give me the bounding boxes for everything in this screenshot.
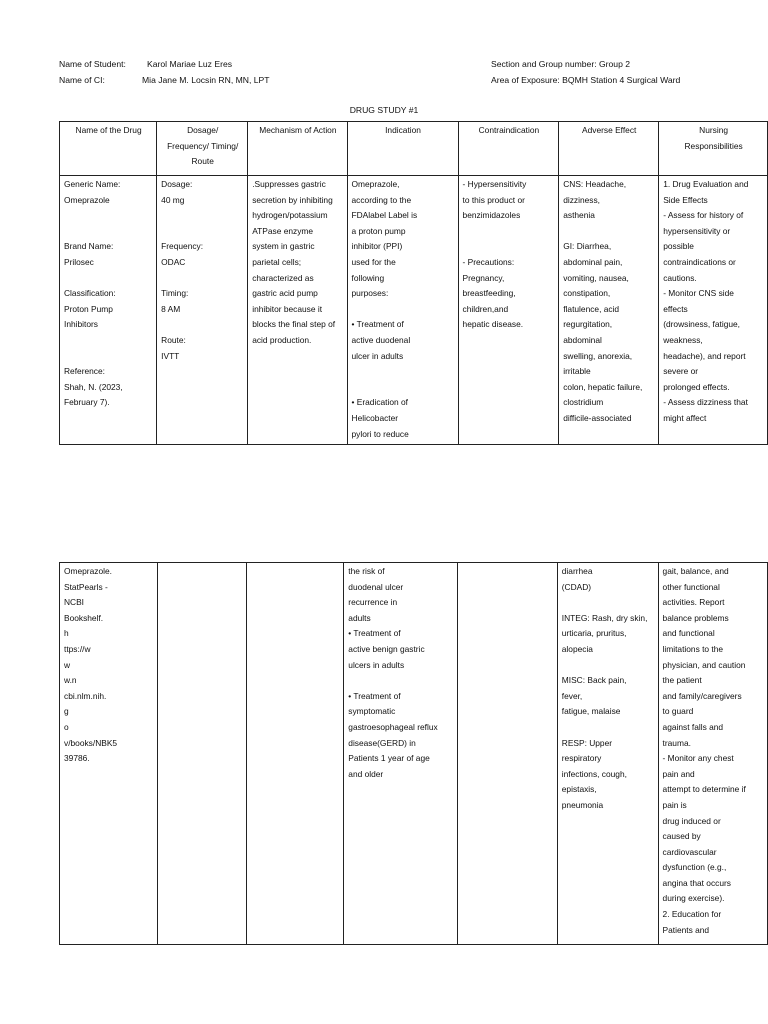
cell-line: Reference:: [64, 366, 105, 377]
cell-line: to guard: [662, 706, 694, 717]
cell-line: w: [64, 659, 71, 670]
cell-line: RESP: Upper: [561, 737, 613, 748]
cell-line: children,and: [462, 303, 509, 314]
cell-line: - Assess for history of: [663, 210, 744, 221]
cell-line: headache), and report: [663, 350, 746, 361]
cell-line: the patient: [662, 675, 702, 686]
cell-line: might affect: [663, 412, 707, 423]
cell-mechanism: [247, 563, 344, 945]
cell-line: 8 AM: [161, 303, 181, 314]
cell-line: benzimidazoles: [462, 210, 521, 221]
cell-line: CNS: Headache,: [563, 179, 627, 189]
cell-line: infections, cough,: [561, 768, 627, 779]
cell-line: 40 mg: [161, 194, 185, 205]
cell-line: • Treatment of: [351, 319, 404, 330]
cell-line: abdominal: [563, 334, 602, 345]
cell-line: flatulence, acid: [563, 303, 620, 314]
cell-line: breastfeeding,: [462, 288, 516, 299]
cell-line: Bookshelf.: [64, 612, 104, 623]
cell-line: • Eradication of: [351, 397, 408, 408]
cell-line: fever,: [561, 690, 583, 701]
cell-line: against falls and: [662, 721, 724, 732]
cell-line: w.n: [64, 675, 77, 686]
cell-line: gastric acid pump: [252, 288, 318, 299]
cell-line: [562, 595, 655, 611]
cell-line: recurrence in: [348, 597, 398, 608]
cell-line: Shah, N. (2023,: [64, 381, 123, 392]
cell-line: Generic Name:: [64, 179, 121, 189]
cell-line: Side Effects: [663, 194, 708, 205]
cell-adverse-effect: [559, 176, 659, 445]
ci-name: Mia Jane M. Locsin RN, MN, LPT: [142, 75, 270, 85]
cell-line: purposes:: [351, 288, 389, 299]
cell-line: other functional: [662, 581, 720, 592]
cell-contraindication: [457, 563, 557, 945]
cell-nursing-responsibilities: [658, 563, 767, 945]
cell-line: attempt to determine if: [662, 784, 746, 795]
cell-line: [352, 302, 455, 318]
cell-line: Patients 1 year of age: [348, 753, 430, 764]
cell-line: regurgitation,: [563, 319, 613, 330]
cell-line: parietal cells;: [252, 256, 302, 267]
cell-line: [463, 239, 556, 255]
cell-line: Classification:: [64, 288, 116, 299]
cell-line: - Monitor any chest: [662, 753, 734, 764]
cell-line: system in gastric: [252, 241, 315, 252]
cell-line: inhibitor (PPI): [351, 241, 403, 252]
cell-indication: [344, 563, 457, 945]
cell-line: Timing:: [161, 288, 189, 299]
header-adverse-effect: [559, 122, 659, 176]
cell-line: prolonged effects.: [663, 381, 730, 392]
cell-line: [64, 208, 153, 224]
cell-line: urticaria, pruritus,: [561, 628, 627, 639]
cell-line: [348, 673, 453, 689]
cell-line: ulcer in adults: [351, 350, 404, 361]
cell-line: MISC: Back pain,: [561, 675, 627, 686]
cell-line: g: [64, 706, 69, 717]
cell-line: [64, 224, 153, 240]
cell-line: Dosage:: [161, 179, 193, 189]
cell-line: ulcers in adults: [348, 659, 405, 670]
cell-line: • Treatment of: [348, 628, 401, 639]
cell-line: balance problems: [662, 612, 729, 623]
cell-line: pneumonia: [561, 799, 604, 810]
cell-line: [563, 224, 655, 240]
cell-line: [64, 349, 153, 365]
header-name-of-drug: [60, 122, 157, 176]
cell-line: drug induced or: [662, 815, 721, 826]
cell-mechanism: [248, 176, 347, 445]
cell-line: respiratory: [561, 753, 602, 764]
section-group: Section and Group number: Group 2: [491, 59, 631, 69]
cell-line: Name of the Drug: [75, 125, 142, 135]
cell-line: February 7).: [64, 397, 110, 408]
student-label: Name of Student:: [59, 59, 126, 69]
cell-line: and functional: [662, 628, 715, 639]
cell-line: hydrogen/potassium: [252, 210, 328, 221]
table-row: [60, 563, 768, 945]
cell-line: and family/caregivers: [662, 690, 742, 701]
cell-line: 1. Drug Evaluation and: [663, 179, 749, 189]
cell-line: [562, 720, 655, 736]
cell-line: constipation,: [563, 288, 611, 299]
cell-line: pain and: [662, 768, 695, 779]
cell-line: - Precautions:: [462, 256, 515, 267]
cell-line: duodenal ulcer: [348, 581, 404, 592]
cell-line: Route: [191, 156, 214, 167]
cell-line: - Monitor CNS side: [663, 288, 734, 299]
cell-line: o: [64, 721, 69, 732]
cell-line: (drowsiness, fatigue,: [663, 319, 740, 330]
cell-line: Contraindication: [478, 125, 540, 135]
cell-line: [352, 380, 455, 396]
cell-line: - Assess dizziness that: [663, 397, 748, 408]
cell-line: blocks the final step of: [252, 319, 336, 330]
cell-line: difficile-associated: [563, 412, 632, 423]
cell-line: following: [351, 272, 385, 283]
cell-line: Proton Pump: [64, 303, 113, 314]
cell-line: Brand Name:: [64, 241, 114, 252]
cell-line: angina that occurs: [662, 877, 731, 888]
cell-line: dizziness,: [563, 194, 600, 205]
cell-line: severe or: [663, 366, 699, 377]
cell-line: [161, 208, 244, 224]
cell-line: physician, and caution: [662, 659, 746, 670]
cell-dosage: [157, 176, 248, 445]
cell-line: epistaxis,: [561, 784, 597, 795]
cell-line: hepatic disease.: [462, 319, 524, 330]
cell-line: cautions.: [663, 272, 697, 283]
cell-line: limitations to the: [662, 643, 724, 654]
cell-line: during exercise).: [662, 893, 725, 904]
cell-drug-name: [60, 176, 157, 445]
cell-line: Patients and: [662, 924, 710, 935]
header-indication: [347, 122, 458, 176]
header-mechanism: [248, 122, 347, 176]
cell-line: [161, 317, 244, 333]
cell-line: Omeprazole: [64, 194, 110, 205]
cell-line: according to the: [351, 194, 412, 205]
header-nursing-responsibilities: [659, 122, 768, 176]
table-row: [60, 176, 768, 445]
cell-line: h: [64, 628, 69, 639]
cell-line: gastroesophageal reflux: [348, 721, 438, 732]
cell-line: possible: [663, 241, 694, 252]
cell-line: v/books/NBK5: [64, 737, 118, 748]
cell-line: - Hypersensitivity: [462, 179, 527, 189]
cell-line: [64, 271, 153, 287]
cell-line: inhibitor because it: [252, 303, 323, 314]
cell-line: FDAlabel Label is: [351, 210, 418, 221]
cell-line: Responsibilities: [684, 140, 743, 151]
cell-line: a proton pump: [351, 225, 406, 236]
cell-line: Helicobacter: [351, 412, 399, 423]
cell-line: the risk of: [348, 566, 385, 576]
cell-line: effects: [663, 303, 688, 314]
cell-indication: [347, 176, 458, 445]
drug-study-table-page-1: [59, 121, 768, 445]
cell-line: [352, 364, 455, 380]
cell-line: pylori to reduce: [351, 428, 409, 439]
cell-line: Pregnancy,: [462, 272, 505, 283]
cell-line: secretion by inhibiting: [252, 194, 333, 205]
cell-line: Prilosec: [64, 256, 94, 267]
ci-label: Name of CI:: [59, 75, 105, 85]
cell-line: [64, 333, 153, 349]
cell-line: characterized as: [252, 272, 314, 283]
cell-line: disease(GERD) in: [348, 737, 416, 748]
cell-line: [463, 224, 556, 240]
cell-line: and older: [348, 768, 384, 779]
cell-line: acid production.: [252, 334, 312, 345]
cell-contraindication: [458, 176, 559, 445]
cell-line: • Treatment of: [348, 690, 401, 701]
cell-line: ODAC: [161, 256, 186, 267]
cell-line: dysfunction (e.g.,: [662, 862, 727, 873]
cell-line: Omeprazole.: [64, 566, 112, 576]
drug-study-table-page-2: [59, 562, 768, 945]
cell-line: caused by: [662, 831, 701, 842]
cell-line: INTEG: Rash, dry skin,: [561, 612, 648, 623]
student-name: Karol Mariae Luz Eres: [147, 59, 233, 69]
cell-line: asthenia: [563, 210, 595, 221]
cell-line: StatPearls -: [64, 581, 108, 592]
cell-line: irritable: [563, 366, 591, 377]
cell-line: adults: [348, 612, 371, 623]
cell-line: alopecia: [561, 643, 593, 654]
cell-line: Frequency:: [161, 241, 204, 252]
cell-nursing-responsibilities: [659, 176, 768, 445]
cell-line: Mechanism of Action: [259, 125, 337, 135]
cell-line: Adverse Effect: [582, 125, 637, 135]
cell-line: symptomatic: [348, 706, 396, 717]
cell-line: active benign gastric: [348, 643, 425, 654]
header-contraindication: [458, 122, 559, 176]
cell-line: Omeprazole,: [351, 179, 400, 189]
cell-line: ATPase enzyme: [252, 225, 314, 236]
cell-drug-name: [60, 563, 158, 945]
cell-line: cardiovascular: [662, 846, 717, 857]
cell-line: trauma.: [662, 737, 691, 748]
cell-line: Inhibitors: [64, 319, 98, 330]
cell-line: GI: Diarrhea,: [563, 241, 612, 252]
cell-line: swelling, anorexia,: [563, 350, 633, 361]
cell-dosage: [157, 563, 246, 945]
cell-line: to this product or: [462, 194, 525, 205]
cell-line: contraindications or: [663, 256, 736, 267]
cell-line: Indication: [385, 125, 421, 135]
cell-line: fatigue, malaise: [561, 706, 621, 717]
cell-line: pain is: [662, 799, 687, 810]
cell-line: Dosage/: [187, 125, 219, 135]
cell-line: diarrhea: [561, 566, 593, 576]
cell-line: IVTT: [161, 350, 180, 361]
drug-study-title: DRUG STUDY #1: [349, 105, 419, 115]
cell-line: Nursing: [699, 125, 729, 135]
cell-line: 39786.: [64, 753, 90, 764]
cell-line: (CDAD): [561, 581, 592, 592]
cell-line: cbi.nlm.nih.: [64, 690, 107, 701]
cell-line: [161, 271, 244, 287]
cell-line: weakness,: [663, 334, 703, 345]
cell-line: gait, balance, and: [662, 566, 729, 576]
cell-adverse-effect: [557, 563, 658, 945]
cell-line: NCBI: [64, 597, 85, 608]
cell-line: colon, hepatic failure,: [563, 381, 643, 392]
cell-line: clostridium: [563, 397, 604, 408]
area-of-exposure: Area of Exposure: BQMH Station 4 Surgical Ward: [491, 75, 681, 85]
cell-line: abdominal pain,: [563, 256, 623, 267]
cell-line: ttps://w: [64, 643, 91, 654]
cell-line: .Suppresses gastric: [252, 179, 326, 189]
cell-line: hypersensitivity or: [663, 225, 731, 236]
cell-line: vomiting, nausea,: [563, 272, 629, 283]
cell-line: activities. Report: [662, 597, 725, 608]
cell-line: 2. Education for: [662, 909, 722, 920]
cell-line: active duodenal: [351, 334, 411, 345]
cell-line: [562, 658, 655, 674]
cell-line: used for the: [351, 256, 396, 267]
table-header-row: [60, 122, 768, 176]
cell-line: [161, 224, 244, 240]
cell-line: Route:: [161, 334, 186, 345]
cell-line: Frequency/ Timing/: [167, 140, 239, 151]
header-dosage: [157, 122, 248, 176]
